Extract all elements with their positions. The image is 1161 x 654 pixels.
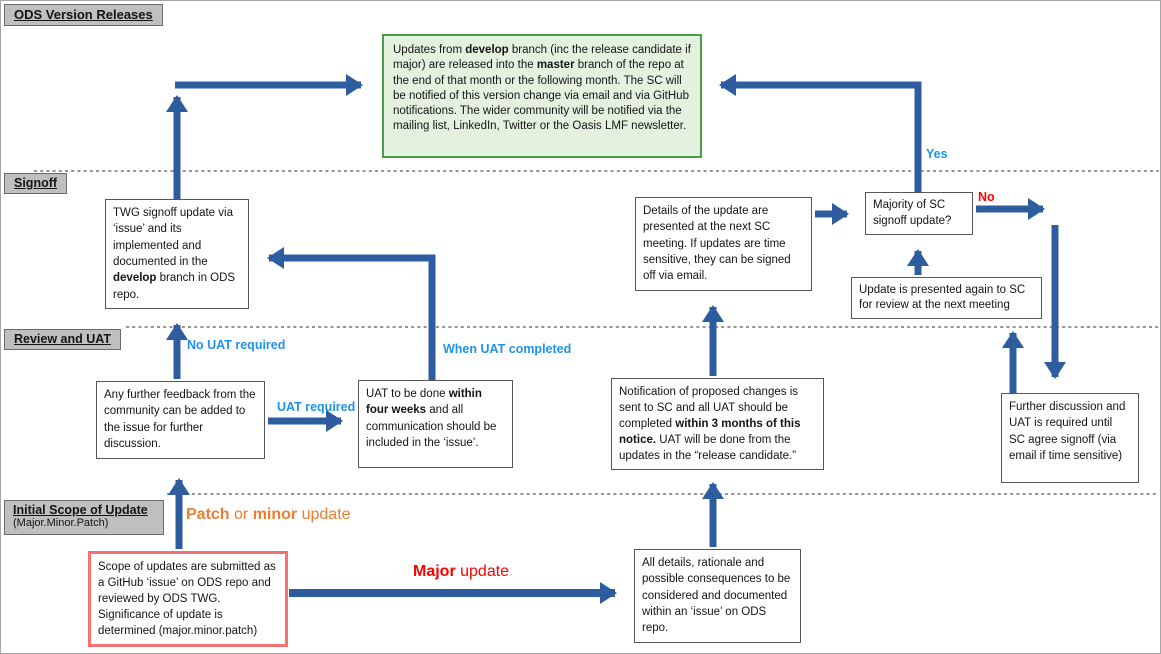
diagram-title — [4, 4, 163, 26]
edge-label-uat-required: UAT required — [277, 400, 356, 414]
uat-window-box: UAT to be done within four weeks and all communication should be included in the ‘issue’. — [358, 380, 513, 468]
further-discussion-box: Further discussion and UAT is required until SC agree signoff (via email if time sensitive) — [1001, 393, 1139, 483]
majority-signoff-decision-box: Majority of SC signoff update? — [865, 192, 973, 235]
edge-label-no: No — [978, 190, 995, 204]
major-details-box: All details, rationale and possible consequences to be considered and documented within an ‘issue’ on ODS repo. — [634, 549, 801, 643]
edge-label-no-uat-required: No UAT required — [187, 338, 286, 352]
release-notes-box: Updates from develop branch (inc the release candidate if major) are released into the master branch of the repo at the end of that month or the following month. The SC will be notified of this version change via email and via GitHub notifications. The wider community will be notified via the mailing list, LinkedIn, Twitter or the Oasis LMF newsletter. — [382, 34, 702, 158]
arrow-yes-to-release-box — [721, 85, 918, 193]
section-label-review-uat: Review and UAT — [4, 329, 121, 350]
arrow-when-uat-completed — [269, 258, 432, 380]
edge-label-patch-minor-update: Patch or minor update — [186, 506, 351, 523]
edge-label-major-update: Major update — [413, 563, 510, 580]
edge-label-yes: Yes — [926, 147, 948, 161]
community-feedback-box: Any further feedback from the community can be added to the issue for further discussion. — [96, 381, 265, 459]
section-label-signoff: Signoff — [4, 173, 67, 194]
represent-update-box: Update is presented again to SC for review at the next meeting — [851, 277, 1042, 319]
diagram-title-text: ODS Version Releases — [14, 7, 153, 22]
section-label-initial-scope: Initial Scope of Update (Major.Minor.Patch) — [4, 500, 164, 535]
scope-submission-box: Scope of updates are submitted as a GitHub ‘issue’ on ODS repo and reviewed by ODS TWG. Significance of update is determined (major.minor.patch) — [88, 551, 288, 647]
sc-meeting-box: Details of the update are presented at the next SC meeting. If updates are time sensitive, they can be signed off via email. — [635, 197, 812, 291]
sc-notification-box: Notification of proposed changes is sent to SC and all UAT should be completed within 3 months of this notice. UAT will be done from the updates in the “release candidate.” — [611, 378, 824, 470]
twg-signoff-box: TWG signoff update via ‘issue’ and its implemented and documented in the develop branch in ODS repo. — [105, 199, 249, 309]
edge-label-when-uat-completed: When UAT completed — [443, 342, 572, 356]
section-label-initial-scope-sub: (Major.Minor.Patch) — [13, 517, 109, 529]
